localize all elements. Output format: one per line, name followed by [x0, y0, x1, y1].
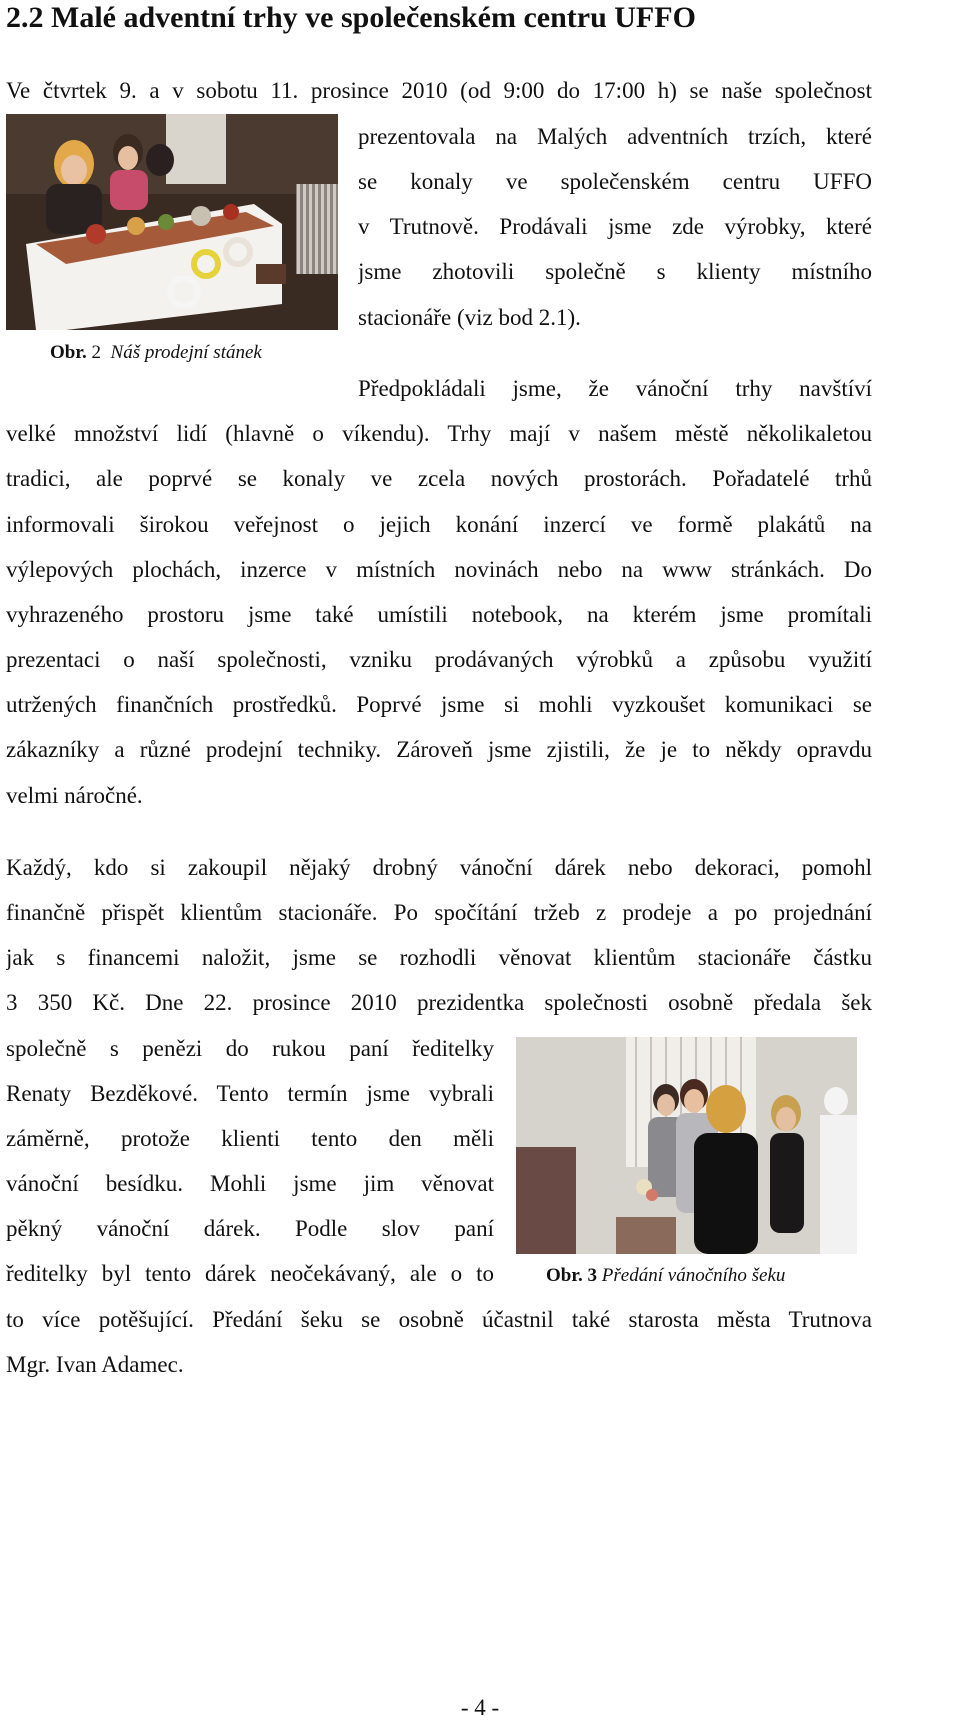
- paragraph-line: tradici, ale poprvé se konaly ve zcela nových prostorách. Pořadatelé trhů: [6, 466, 872, 491]
- paragraph-line: vánoční besídku. Mohli jsme jim věnovat: [6, 1171, 494, 1196]
- figure-label: Obr.: [50, 342, 87, 363]
- paragraph-line: prezentovala na Malých adventních trzích, které: [358, 124, 872, 149]
- paragraph-line: ředitelky byl tento dárek neočekávaný, ale o to: [6, 1261, 494, 1286]
- figure-caption-text: Předání vánočního šeku: [601, 1265, 786, 1286]
- paragraph-line: jsme zhotovili společně s klienty místního: [358, 259, 872, 284]
- paragraph-line: společně s penězi do rukou paní ředitelky: [6, 1036, 494, 1061]
- paragraph-line: Renaty Bezděkové. Tento termín jsme vybrali: [6, 1081, 494, 1106]
- figure-number: 2: [91, 342, 102, 363]
- paragraph-line: 3 350 Kč. Dne 22. prosince 2010 prezidentka společnosti osobně předala šek: [6, 990, 872, 1015]
- paragraph-line: velmi náročné.: [6, 783, 143, 808]
- paragraph-line: vyhrazeného prostoru jsme také umístili notebook, na kterém jsme promítali: [6, 602, 872, 627]
- figure-label: Obr.: [546, 1265, 583, 1286]
- paragraph-line: informovali širokou veřejnost o jejich konání inzercí ve formě plakátů na: [6, 512, 872, 537]
- paragraph-line: zákazníky a různé prodejní techniky. Zároveň jsme zjistili, že je to někdy opravdu: [6, 737, 872, 762]
- cheque-handover-photo: [516, 1037, 857, 1254]
- paragraph-line: Každý, kdo si zakoupil nějaký drobný vánoční dárek nebo dekoraci, pomohl: [6, 855, 872, 880]
- paragraph-line: se konaly ve společenském centru UFFO: [358, 169, 872, 194]
- section-heading: 2.2 Malé adventní trhy ve společenském centru UFFO: [6, 1, 696, 34]
- paragraph-line: finančně přispět klientům stacionáře. Po spočítání tržeb z prodeje a po projednání: [6, 900, 872, 925]
- paragraph-line: to více potěšující. Předání šeku se osobně účastnil také starosta města Trutnova: [6, 1307, 872, 1332]
- figure-caption-text: Náš prodejní stánek: [110, 342, 262, 363]
- paragraph-line: velké množství lidí (hlavně o víkendu). Trhy mají v našem městě několikaletou: [6, 421, 872, 446]
- market-stall-photo: [6, 114, 338, 330]
- paragraph-line: výlepových plochách, inzerce v místních novinách nebo na www stránkách. Do: [6, 557, 872, 582]
- paragraph-line: utržených finančních prostředků. Poprvé jsme si mohli vyzkoušet komunikaci se: [6, 692, 872, 717]
- paragraph-line: záměrně, protože klienti tento den měli: [6, 1126, 494, 1151]
- paragraph-line: Mgr. Ivan Adamec.: [6, 1352, 184, 1377]
- paragraph-line: pěkný vánoční dárek. Podle slov paní: [6, 1216, 494, 1241]
- paragraph-line: Předpokládali jsme, že vánoční trhy navštíví: [358, 376, 872, 401]
- page-number: - 4 -: [460, 1695, 500, 1720]
- figure-caption: [546, 1265, 785, 1287]
- paragraph-line: jak s financemi naložit, jsme se rozhodli věnovat klientům stacionáře částku: [6, 945, 872, 970]
- figure-number: 3: [587, 1265, 598, 1286]
- paragraph-line: Ve čtvrtek 9. a v sobotu 11. prosince 2010 (od 9:00 do 17:00 h) se naše společnost: [6, 78, 872, 103]
- paragraph-line: stacionáře (viz bod 2.1).: [358, 305, 581, 330]
- paragraph-line: v Trutnově. Prodávali jsme zde výrobky, které: [358, 214, 872, 239]
- figure-caption: [50, 342, 262, 364]
- paragraph-line: prezentaci o naší společnosti, vzniku prodávaných výrobků a způsobu využití: [6, 647, 872, 672]
